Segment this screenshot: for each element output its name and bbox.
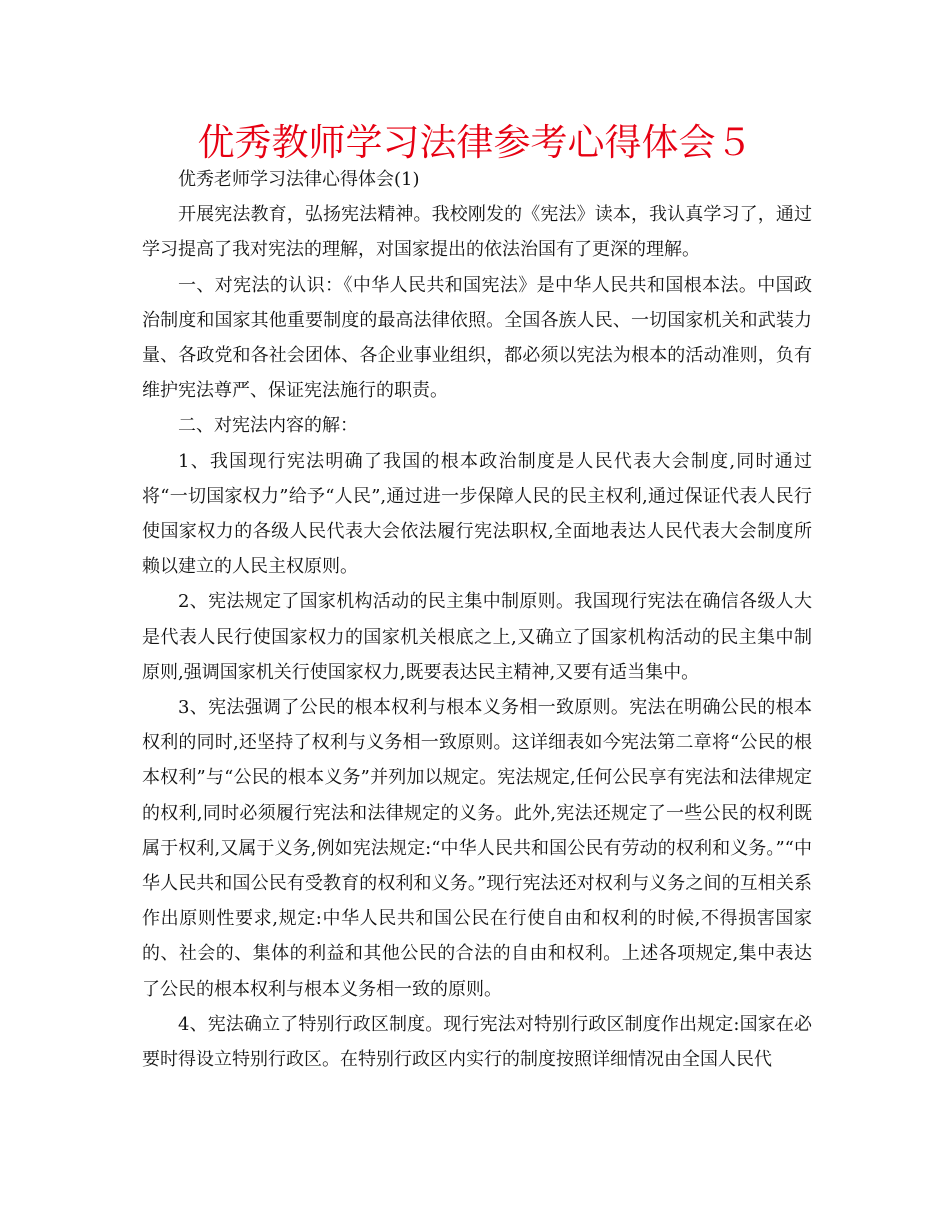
document-title: 优秀教师学习法律参考心得体会５ (197, 121, 753, 164)
paragraph-item-2: 2、宪法规定了国家机构活动的民主集中制原则。我国现行宪法在确信各级人大是代表人民行使国家权力的国家机关根底之上,又确立了国家机构活动的民主集中制原则,强调国家机关行使国家权力,既要表达民主精神,又要有适当集中。 (142, 591, 812, 683)
paragraph-section-1: 一、对宪法的认识：《中华人民共和国宪法》是中华人民共和国根本法。中国政治制度和国家其他重要制度的最高法律依照。全国各族人民、一切国家机关和武装力量、各政党和各社会团体、各企业事业组织，都必须以宪法为根本的活动准则，负有维护宪法尊严、保证宪法施行的职责。 (142, 274, 812, 402)
paragraph-subtitle: 优秀老师学习法律心得体会(1) (178, 169, 420, 190)
paragraph-item-3: 3、宪法强调了公民的根本权利与根本义务相一致原则。宪法在明确公民的根本权利的同时,还坚持了权利与义务相一致原则。这详细表如今宪法第二章将“公民的根本权利”与“公民的根本义务”并列加以规定。宪法规定,任何公民享有宪法和法律规定的权利,同时必须履行宪法和法律规定的义务。此外,宪法还规定了一些公民的权利既属于权利,又属于义务,例如宪法规定:“中华人民共和国公民有劳动的权利和义务。”“中华人民共和国公民有受教育的权利和义务。”现行宪法还对权利与义务之间的互相关系作出原则性要求,规定:中华人民共和国公民在行使自由和权利的时候,不得损害国家的、社会的、集体的利益和其他公民的合法的自由和权利。上述各项规定,集中表达了公民的根本权利与根本义务相一致的原则。 (142, 697, 812, 1000)
paragraph-item-4: 4、宪法确立了特别行政区制度。现行宪法对特别行政区制度作出规定:国家在必要时得设立特别行政区。在特别行政区内实行的制度按照详细情况由全国人民代 (142, 1013, 812, 1071)
paragraph-item-1: 1、我国现行宪法明确了我国的根本政治制度是人民代表大会制度,同时通过将“一切国家权力”给予“人民”,通过进一步保障人民的民主权利,通过保证代表人民行使国家权力的各级人民代表大会依法履行宪法职权,全面地表达人民代表大会制度所赖以建立的人民主权原则。 (142, 450, 812, 578)
document-body (142, 162, 812, 1077)
paragraph-intro: 开展宪法教育，弘扬宪法精神。我校刚发的《宪法》读本，我认真学习了，通过学习提高了我对宪法的理解，对国家提出的依法治国有了更深的理解。 (142, 204, 812, 261)
paragraph-section-2-heading: 二、对宪法内容的解： (178, 415, 358, 437)
